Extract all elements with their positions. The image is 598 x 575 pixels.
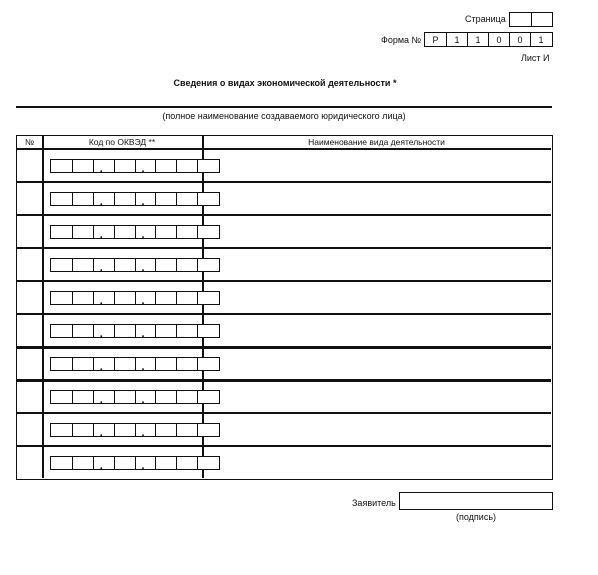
okved-digit-cell[interactable] bbox=[72, 226, 93, 238]
okved-code-field[interactable] bbox=[50, 423, 220, 437]
okved-digit-cell[interactable] bbox=[135, 457, 156, 472]
okved-separator-dot: . bbox=[99, 195, 103, 208]
form-code-cell: Р bbox=[432, 34, 439, 45]
okved-digit-cell[interactable] bbox=[114, 160, 135, 172]
okved-digit-cell[interactable] bbox=[155, 457, 176, 469]
okved-digit-cell[interactable] bbox=[155, 358, 176, 370]
okved-digit-cell[interactable] bbox=[72, 424, 93, 436]
okved-code-field[interactable] bbox=[50, 357, 220, 371]
okved-digit-cell[interactable] bbox=[176, 391, 197, 403]
activity-name-input[interactable] bbox=[204, 150, 551, 182]
okved-digit-cell[interactable] bbox=[176, 325, 197, 337]
okved-digit-cell[interactable] bbox=[114, 457, 135, 469]
okved-digit-cell[interactable] bbox=[176, 424, 197, 436]
okved-separator-dot: . bbox=[99, 426, 103, 439]
okved-digit-cell[interactable] bbox=[51, 226, 72, 238]
okved-digit-cell[interactable] bbox=[93, 226, 114, 241]
applicant-label: Заявитель bbox=[352, 498, 396, 508]
page-digit-cell[interactable] bbox=[531, 13, 552, 26]
form-code-cell: 0 bbox=[509, 33, 530, 46]
okved-separator-dot: . bbox=[141, 459, 145, 472]
table-row bbox=[17, 447, 551, 479]
okved-code-field[interactable] bbox=[50, 192, 220, 206]
okved-separator-dot: . bbox=[99, 261, 103, 274]
okved-digit-cell[interactable] bbox=[93, 391, 114, 406]
okved-code-field[interactable] bbox=[50, 159, 220, 173]
entity-name-input[interactable] bbox=[16, 92, 552, 105]
activity-name-input[interactable] bbox=[204, 249, 551, 281]
activity-name-input[interactable] bbox=[204, 414, 551, 446]
activity-name-input[interactable] bbox=[204, 381, 551, 413]
okved-digit-cell[interactable] bbox=[135, 259, 156, 274]
table-row bbox=[17, 183, 551, 215]
okved-digit-cell[interactable] bbox=[155, 391, 176, 403]
okved-digit-cell[interactable] bbox=[176, 259, 197, 271]
okved-digit-cell[interactable] bbox=[135, 193, 156, 208]
form-label: Форма № bbox=[381, 35, 422, 45]
okved-digit-cell[interactable] bbox=[93, 259, 114, 274]
okved-separator-dot: . bbox=[141, 426, 145, 439]
okved-digit-cell[interactable] bbox=[93, 292, 114, 307]
entity-name-underline bbox=[16, 106, 552, 108]
column-header-number: № bbox=[24, 137, 35, 147]
okved-separator-dot: . bbox=[99, 459, 103, 472]
okved-separator-dot: . bbox=[141, 162, 145, 175]
okved-digit-cell[interactable] bbox=[51, 424, 72, 436]
okved-digit-cell[interactable] bbox=[114, 259, 135, 271]
okved-digit-cell[interactable] bbox=[155, 325, 176, 337]
page-title: Сведения о видах экономической деятельности * bbox=[173, 78, 397, 88]
okved-digit-cell[interactable] bbox=[51, 391, 72, 403]
table-row bbox=[17, 315, 551, 347]
okved-separator-dot: . bbox=[99, 294, 103, 307]
table-row bbox=[17, 414, 551, 446]
table-row bbox=[17, 249, 551, 281]
okved-digit-cell[interactable] bbox=[114, 193, 135, 205]
table-row bbox=[17, 216, 551, 248]
okved-digit-cell[interactable] bbox=[155, 259, 176, 271]
okved-digit-cell[interactable] bbox=[135, 424, 156, 439]
okved-digit-cell[interactable] bbox=[155, 160, 176, 172]
okved-code-field[interactable] bbox=[50, 258, 220, 272]
okved-separator-dot: . bbox=[99, 327, 103, 340]
okved-digit-cell[interactable] bbox=[93, 457, 114, 472]
okved-digit-cell[interactable] bbox=[114, 292, 135, 304]
activity-name-input[interactable] bbox=[204, 447, 551, 479]
signature-field[interactable] bbox=[399, 492, 553, 510]
okved-digit-cell[interactable] bbox=[114, 325, 135, 337]
table-row bbox=[17, 150, 551, 182]
okved-digit-cell[interactable] bbox=[72, 160, 93, 172]
form-code-field bbox=[424, 32, 553, 47]
okved-digit-cell[interactable] bbox=[176, 160, 197, 172]
activity-name-input[interactable] bbox=[204, 282, 551, 314]
okved-digit-cell[interactable] bbox=[72, 292, 93, 304]
okved-code-field[interactable] bbox=[50, 225, 220, 239]
activity-name-input[interactable] bbox=[204, 315, 551, 347]
okved-digit-cell[interactable] bbox=[51, 325, 72, 337]
okved-digit-cell[interactable] bbox=[155, 193, 176, 205]
okved-digit-cell[interactable] bbox=[135, 358, 156, 373]
okved-digit-cell[interactable] bbox=[72, 193, 93, 205]
table-row bbox=[17, 348, 551, 380]
form-code-cell: 1 bbox=[530, 33, 551, 46]
page-label: Страница bbox=[465, 14, 506, 24]
okved-digit-cell[interactable] bbox=[135, 160, 156, 175]
okved-separator-dot: . bbox=[141, 327, 145, 340]
signature-caption: (подпись) bbox=[455, 512, 497, 522]
okved-separator-dot: . bbox=[141, 195, 145, 208]
okved-digit-cell[interactable] bbox=[135, 226, 156, 241]
okved-digit-cell[interactable] bbox=[176, 358, 197, 370]
okved-digit-cell[interactable] bbox=[176, 226, 197, 238]
okved-separator-dot: . bbox=[141, 393, 145, 406]
okved-digit-cell[interactable] bbox=[114, 424, 135, 436]
okved-digit-cell[interactable] bbox=[93, 160, 114, 175]
okved-code-field[interactable] bbox=[50, 390, 220, 404]
okved-digit-cell[interactable] bbox=[93, 358, 114, 373]
activity-table bbox=[16, 135, 553, 480]
okved-digit-cell[interactable] bbox=[155, 292, 176, 304]
okved-digit-cell[interactable] bbox=[72, 391, 93, 403]
okved-digit-cell[interactable] bbox=[72, 358, 93, 370]
column-header-activity-name: Наименование вида деятельности bbox=[308, 137, 445, 147]
okved-separator-dot: . bbox=[141, 294, 145, 307]
okved-digit-cell[interactable] bbox=[176, 457, 197, 469]
page-number-field[interactable] bbox=[509, 12, 553, 27]
okved-digit-cell[interactable] bbox=[93, 325, 114, 340]
activity-name-input[interactable] bbox=[204, 216, 551, 248]
column-header-code: Код по ОКВЭД ** bbox=[88, 137, 156, 147]
okved-code-field[interactable] bbox=[50, 456, 220, 470]
okved-digit-cell[interactable] bbox=[114, 358, 135, 370]
okved-digit-cell[interactable] bbox=[114, 226, 135, 238]
okved-digit-cell[interactable] bbox=[51, 292, 72, 304]
activity-name-input[interactable] bbox=[204, 348, 551, 380]
entity-name-caption: (полное наименование создаваемого юридического лица) bbox=[162, 111, 406, 121]
okved-separator-dot: . bbox=[141, 261, 145, 274]
okved-separator-dot: . bbox=[99, 393, 103, 406]
okved-digit-cell[interactable] bbox=[72, 457, 93, 469]
activity-name-input[interactable] bbox=[204, 183, 551, 215]
okved-separator-dot: . bbox=[141, 360, 145, 373]
okved-digit-cell[interactable] bbox=[51, 193, 72, 205]
okved-digit-cell[interactable] bbox=[155, 226, 176, 238]
page-digit-cell[interactable] bbox=[510, 13, 531, 26]
okved-digit-cell[interactable] bbox=[135, 391, 156, 406]
okved-digit-cell[interactable] bbox=[51, 457, 72, 469]
okved-digit-cell[interactable] bbox=[135, 292, 156, 307]
okved-digit-cell[interactable] bbox=[135, 325, 156, 340]
okved-separator-dot: . bbox=[99, 360, 103, 373]
okved-digit-cell[interactable] bbox=[155, 424, 176, 436]
okved-separator-dot: . bbox=[99, 162, 103, 175]
okved-digit-cell[interactable] bbox=[51, 160, 72, 172]
table-row bbox=[17, 282, 551, 314]
okved-separator-dot: . bbox=[99, 228, 103, 241]
okved-code-field[interactable] bbox=[50, 324, 220, 338]
form-code-cell: 1 bbox=[467, 33, 488, 46]
form-code-cell: 0 bbox=[488, 33, 509, 46]
okved-digit-cell[interactable] bbox=[176, 193, 197, 205]
table-row bbox=[17, 381, 551, 413]
okved-separator-dot: . bbox=[141, 228, 145, 241]
okved-digit-cell[interactable] bbox=[93, 424, 114, 439]
okved-digit-cell[interactable] bbox=[72, 325, 93, 337]
form-code-cell: 1 bbox=[446, 33, 467, 46]
okved-digit-cell[interactable] bbox=[176, 292, 197, 304]
okved-digit-cell[interactable] bbox=[51, 358, 72, 370]
okved-code-field[interactable] bbox=[50, 291, 220, 305]
sheet-label: Лист И bbox=[521, 53, 550, 63]
okved-digit-cell[interactable] bbox=[114, 391, 135, 403]
okved-digit-cell[interactable] bbox=[51, 259, 72, 271]
okved-digit-cell[interactable] bbox=[72, 259, 93, 271]
okved-digit-cell[interactable] bbox=[93, 193, 114, 208]
